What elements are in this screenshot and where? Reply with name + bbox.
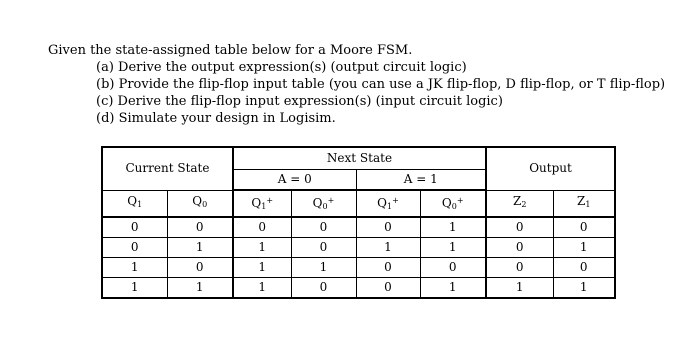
problem-parts (96, 59, 665, 127)
table-cell: 0 (167, 258, 233, 278)
table-cell: 1 (233, 258, 291, 278)
column-header: $Q_1^+$ (356, 190, 420, 217)
current-state-header: Current State (102, 147, 233, 190)
table-cell: 1 (553, 278, 615, 299)
table-cell: 1 (102, 258, 167, 278)
problem-intro: Given the state-assigned table below for a Moore FSM. (48, 43, 413, 58)
table-cell: 1 (167, 278, 233, 299)
table-cell: 0 (167, 217, 233, 238)
table-cell: 0 (553, 258, 615, 278)
column-header-row (102, 190, 615, 217)
table-cell: 1 (486, 278, 553, 299)
table-cell: 1 (233, 278, 291, 299)
table-cell: 1 (420, 238, 486, 258)
table-row (102, 238, 615, 258)
column-header: $Z_2$ (486, 190, 553, 217)
table-cell: 1 (167, 238, 233, 258)
table-cell: 1 (420, 217, 486, 238)
state-table (101, 146, 616, 299)
a1-header: A = 1 (356, 170, 486, 191)
column-header: $Q_0^+$ (420, 190, 486, 217)
table-cell: 0 (486, 217, 553, 238)
part-a: (a) Derive the output expression(s) (output circuit logic) (96, 60, 467, 75)
table-row (102, 217, 615, 238)
column-header: $Q_0$ (167, 190, 233, 217)
column-header: $Q_1$ (102, 190, 167, 217)
a0-header: A = 0 (233, 170, 356, 191)
table-cell: 0 (356, 258, 420, 278)
table-body (102, 217, 615, 298)
table-cell: 1 (291, 258, 356, 278)
table-cell: 1 (233, 238, 291, 258)
column-header: $Q_0^+$ (291, 190, 356, 217)
output-header: Output (486, 147, 615, 190)
table-cell: 0 (102, 238, 167, 258)
table-cell: 0 (291, 278, 356, 299)
table-cell: 1 (356, 238, 420, 258)
part-d: (d) Simulate your design in Logisim. (96, 111, 336, 126)
column-header: $Q_1^+$ (233, 190, 291, 217)
table-cell: 0 (291, 238, 356, 258)
table-cell: 0 (420, 258, 486, 278)
part-c: (c) Derive the flip-flop input expression(s) (input circuit logic) (96, 94, 503, 109)
table-row (102, 278, 615, 299)
table-cell: 0 (291, 217, 356, 238)
table-cell: 1 (420, 278, 486, 299)
table-cell: 0 (356, 278, 420, 299)
table-cell: 0 (102, 217, 167, 238)
table-cell: 0 (356, 217, 420, 238)
table-cell: 0 (233, 217, 291, 238)
table-row (102, 258, 615, 278)
table-cell: 0 (486, 238, 553, 258)
table-cell: 1 (102, 278, 167, 299)
table-cell: 0 (553, 217, 615, 238)
part-b: (b) Provide the flip-flop input table (you can use a JK flip-flop, D flip-flop, or T flip-flop) (96, 77, 666, 92)
column-header: $Z_1$ (553, 190, 615, 217)
table-cell: 1 (553, 238, 615, 258)
table-cell: 0 (486, 258, 553, 278)
next-state-header: Next State (233, 147, 486, 170)
